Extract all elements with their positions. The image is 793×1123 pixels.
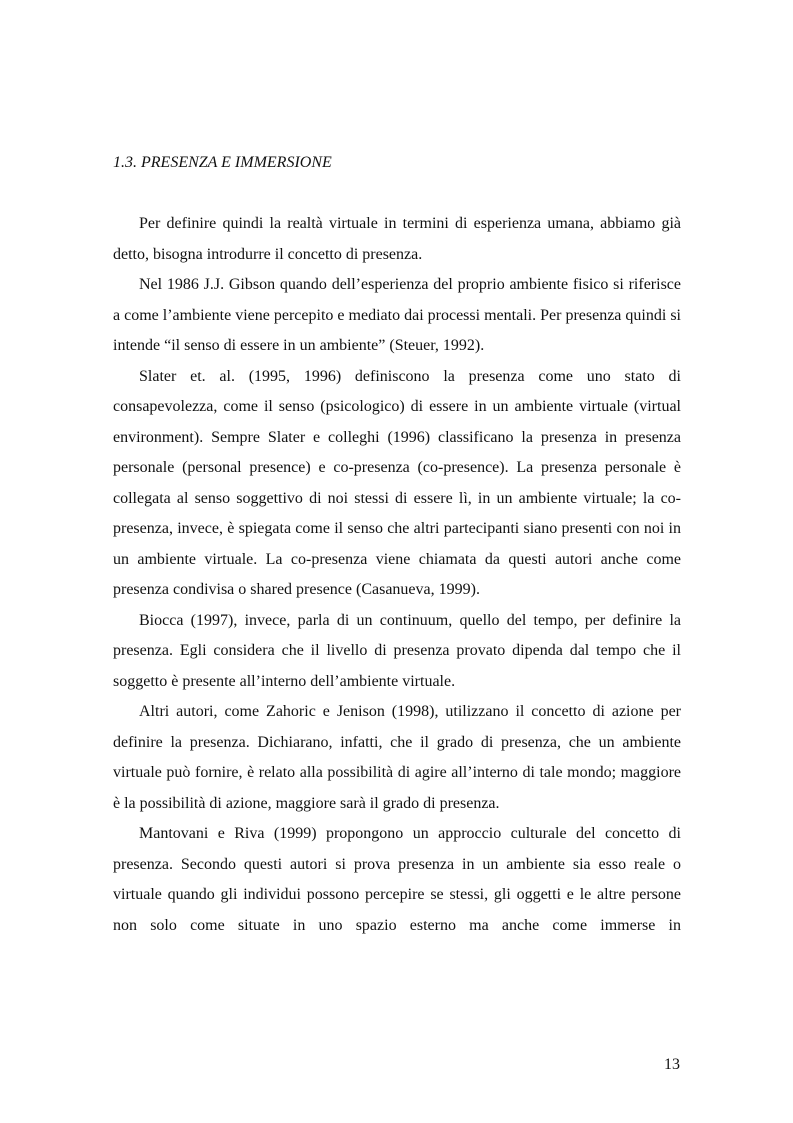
paragraph: Altri autori, come Zahoric e Jenison (1998), utilizzano il concetto di azione per definire la presenza. Dichiarano, infatti, che il grado di presenza, che un ambiente virtuale può fornire, è relato alla possibilità di agire all’interno di tale mondo; maggiore è la possibilità di azione, maggiore sarà il grado di presenza. [113,703,681,812]
section-heading: 1.3. PRESENZA E IMMERSIONE [113,154,332,171]
paragraph: Per definire quindi la realtà virtuale in termini di esperienza umana, abbiamo già detto, bisogna introdurre il concetto di presenza. [113,215,681,263]
page-number: 13 [664,1056,680,1073]
paragraph: Nel 1986 J.J. Gibson quando dell’esperienza del proprio ambiente fisico si riferisce a come l’ambiente viene percepito e mediato dai processi mentali. Per presenza quindi si intende “il senso di essere in un ambiente” (Steuer, 1992). [113,276,681,354]
paragraph: Biocca (1997), invece, parla di un continuum, quello del tempo, per definire la presenza. Egli considera che il livello di presenza provato dipenda dal tempo che il soggetto è presente all’interno dell’ambiente virtuale. [113,611,681,690]
paragraph-continued: Mantovani e Riva (1999) propongono un approccio culturale del concetto di presenza. Secondo questi autori si prova presenza in un ambiente sia esso reale o virtuale quando gli individui possono percepire se stessi, gli oggetti e le altre persone non solo come situate in uno spazio esterno ma anche come immerse in [113,825,681,934]
paragraph: Slater et. al. (1995, 1996) definiscono la presenza come uno stato di consapevolezza, come il senso (psicologico) di essere in un ambiente virtuale (virtual environment). Sempre Slater e colleghi (1996) classificano la presenza in presenza personale (personal presence) e co-presenza (co-presence). La presenza personale è collegata al senso soggettivo di noi stessi di essere lì, in un ambiente virtuale; la co-presenza, invece, è spiegata come il senso che altri partecipanti siano presenti con noi in un ambiente virtuale. La co-presenza viene chiamata da questi autori anche come presenza condivisa o shared presence (Casanueva, 1999). [113,367,681,598]
body-text [113,209,681,941]
